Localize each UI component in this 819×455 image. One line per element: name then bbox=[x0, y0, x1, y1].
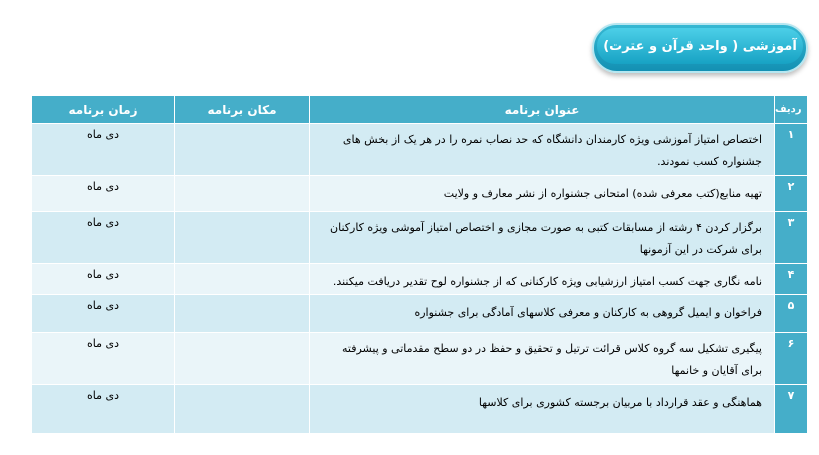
row-4-time: دی ماه bbox=[32, 264, 175, 295]
section-title-banner bbox=[592, 23, 808, 73]
row-7-time: دی ماه bbox=[32, 385, 175, 434]
row-1-subject: اختصاص امتیاز آموزشی ویژه کارمندان دانشگاه که حد نصاب نمره را در هر یک از بخش های جشنواره کسب نمودند. bbox=[310, 124, 775, 176]
row-6-number: ۶ bbox=[775, 333, 808, 385]
row-1-time: دی ماه bbox=[32, 124, 175, 176]
row-2-subject: تهیه منابع(کتب معرفی شده) امتحانی جشنواره از نشر معارف و ولایت bbox=[310, 176, 775, 212]
row-4-subject: نامه نگاری جهت کسب امتیاز ارزشیابی ویژه کارکنانی که از جشنواره لوح تقدیر دریافت میکنند. bbox=[310, 264, 775, 295]
row-5-place bbox=[175, 295, 310, 333]
row-3-subject: برگزار کردن ۴ رشته از مسابقات کتبی به صورت مجازی و اختصاص امتیاز آموشی ویژه کارکنان برای شرکت در این آزمونها bbox=[310, 212, 775, 264]
row-6-place bbox=[175, 333, 310, 385]
row-1-number: ۱ bbox=[775, 124, 808, 176]
row-6-subject: پیگیری تشکیل سه گروه کلاس قرائت ترتیل و تحقیق و حفظ در دو سطح مقدماتی و پیشرفته برای آقایان و خانمها bbox=[310, 333, 775, 385]
row-3-number: ۳ bbox=[775, 212, 808, 264]
row-6-time: دی ماه bbox=[32, 333, 175, 385]
row-2-number: ۲ bbox=[775, 176, 808, 212]
row-5-time: دی ماه bbox=[32, 295, 175, 333]
row-7-subject: هماهنگی و عقد قرارداد با مربیان برجسته کشوری برای کلاسها bbox=[310, 385, 775, 434]
row-2-time: دی ماه bbox=[32, 176, 175, 212]
header-time: زمان برنامه bbox=[32, 96, 175, 124]
row-1-place bbox=[175, 124, 310, 176]
row-7-place bbox=[175, 385, 310, 434]
row-3-place bbox=[175, 212, 310, 264]
header-place: مکان برنامه bbox=[175, 96, 310, 124]
row-5-number: ۵ bbox=[775, 295, 808, 333]
program-table bbox=[32, 96, 808, 434]
row-2-place bbox=[175, 176, 310, 212]
row-5-subject: فراخوان و ایمیل گروهی به کارکنان و معرفی کلاسهای آمادگی برای جشنواره bbox=[310, 295, 775, 333]
header-subject: عنوان برنامه bbox=[310, 96, 775, 124]
row-3-time: دی ماه bbox=[32, 212, 175, 264]
row-4-place bbox=[175, 264, 310, 295]
header-row-number: ردیف bbox=[775, 96, 808, 124]
row-4-number: ۴ bbox=[775, 264, 808, 295]
row-7-number: ۷ bbox=[775, 385, 808, 434]
section-title: آموزشی ( واحد قرآن و عترت) bbox=[603, 39, 797, 54]
